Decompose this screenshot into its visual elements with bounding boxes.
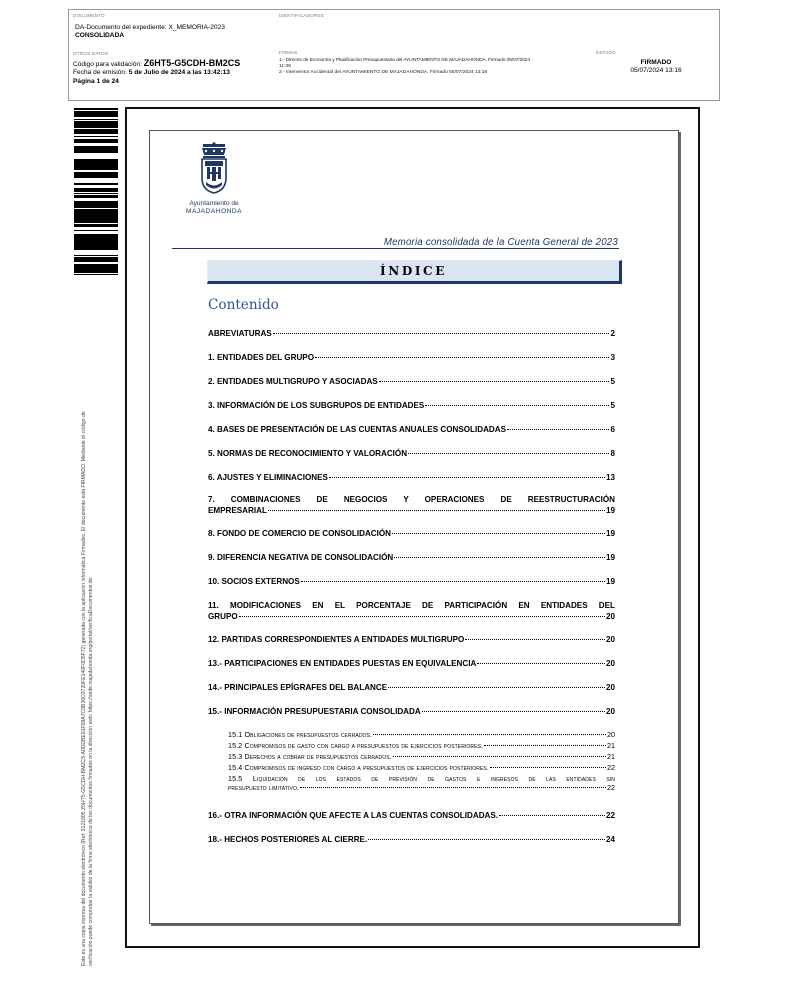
toc-entry[interactable] <box>208 682 615 693</box>
toc-subentry[interactable] <box>228 763 615 772</box>
fecha-value: 5 de Julio de 2024 a las 13:42:13 <box>128 69 230 77</box>
toc-page-number: 20 <box>607 730 615 739</box>
toc-subentry[interactable] <box>228 730 615 739</box>
toc-page-number: 2 <box>610 329 615 338</box>
toc-leader-dots <box>373 734 606 735</box>
toc-subentry[interactable] <box>228 741 615 750</box>
toc-entry[interactable] <box>208 424 615 435</box>
fecha-emision <box>73 69 271 77</box>
toc-title: 15.3 Derechos a cobrar de presupuestos cerrados. <box>228 752 392 761</box>
toc-page-number: 22 <box>605 811 615 820</box>
toc-leader-dots <box>315 357 609 358</box>
toc-page-number: 5 <box>610 401 615 410</box>
toc-entry[interactable] <box>208 472 615 483</box>
codigo-validacion <box>73 59 271 69</box>
fecha-label: Fecha de emisión: <box>73 69 127 77</box>
documento-cell <box>69 10 275 46</box>
estado-status: FIRMADO <box>640 59 672 66</box>
toc-row <box>208 706 615 717</box>
toc-leader-dots <box>329 477 605 478</box>
toc-title: 12. PARTIDAS CORRESPONDIENTES A ENTIDADES MULTIGRUPO <box>208 635 465 644</box>
firma-2: 2.- Interventor Accidental del AYUNTAMIENTO DE MAJADAHONDA. Firmado 05/07/2024 13:16 <box>279 70 488 76</box>
toc-leader-dots <box>507 429 609 430</box>
firmas-label: FIRMAS <box>279 50 298 55</box>
otros-datos-label: OTROS DATOS <box>73 51 109 56</box>
toc-title-line1: 7. COMBINACIONES DE NEGOCIOS Y OPERACIONES DE REESTRUCTURACIÓN <box>208 495 615 504</box>
toc-leader-dots <box>368 839 605 840</box>
toc-row <box>208 682 615 693</box>
toc-row <box>208 505 615 516</box>
estado-label: ESTADO <box>596 50 616 55</box>
toc-page-number: 19 <box>605 577 615 586</box>
toc-page-number: 21 <box>607 752 615 761</box>
toc-leader-dots <box>484 745 606 746</box>
toc-title: 15.4 Compromisos de ingreso con cargo a presupuestos de ejercicios posteriores. <box>228 763 489 772</box>
documento-line2: CONSOLIDADA <box>75 32 125 40</box>
toc-leader-dots <box>477 663 605 664</box>
toc-title: ABREVIATURAS <box>208 329 272 338</box>
estado-value <box>596 59 716 75</box>
toc-leader-dots <box>273 333 610 334</box>
toc-title: presupuesto limitativo. <box>228 783 300 792</box>
toc-row <box>208 448 615 459</box>
document-header <box>68 9 720 101</box>
toc-title: 3. INFORMACIÓN DE LOS SUBGRUPOS DE ENTIDADES <box>208 401 425 410</box>
toc-title: 18.- HECHOS POSTERIORES AL CIERRE. <box>208 835 368 844</box>
toc-entry[interactable] <box>208 600 615 622</box>
toc-leader-dots <box>388 687 605 688</box>
identificadores-label: IDENTIFICADORES <box>279 13 324 18</box>
toc-page-number: 3 <box>610 353 615 362</box>
estado-date: 05/07/2024 13:16 <box>630 67 682 74</box>
logo-line2: MAJADAHONDA <box>185 208 243 215</box>
codigo-value[interactable]: Z6HT5-G5CDH-BM2CS <box>143 58 241 68</box>
toc-title: 15.2 Compromisos de gasto con cargo a presupuestos de ejercicios posteriores. <box>228 741 484 750</box>
toc-row <box>208 552 615 563</box>
toc-leader-dots <box>490 767 606 768</box>
toc-leader-dots <box>465 639 605 640</box>
toc-row <box>208 528 615 539</box>
verification-side-note <box>81 296 95 966</box>
toc-row <box>208 424 615 435</box>
memoria-title: Memoria consolidada de la Cuenta General de 2023 <box>383 237 618 248</box>
toc-leader-dots <box>425 405 609 406</box>
toc-title-line1: 11. MODIFICACIONES EN EL PORCENTAJE DE PARTICIPACIÓN EN ENTIDADES DEL <box>208 601 615 610</box>
toc-title: 8. FONDO DE COMERCIO DE CONSOLIDACIÓN <box>208 529 392 538</box>
coat-of-arms-icon <box>178 142 250 200</box>
toc-title-line1: 15.5 Liquidación de los estados de previsión de gastos e ingresos de las entidades sin <box>228 774 615 783</box>
toc-entry[interactable] <box>208 528 615 539</box>
side-note-line1: Este es una copia impresa del documento electrónico (Ref: 3121805 Z6HT5-G5CDH-BM2CS A0DDBE91F09A7C0B36D3720FE140F0D5F72) generada con la aplicación informática Firmadoc. El documento está FIRMADO. Mediante el código de <box>81 411 87 966</box>
toc-row <box>208 576 615 587</box>
firma-1-line1: 1.- Director de Economía y Planificación Presupuestaria del AYUNTAMIENTO DE MAJADAHONDA. Firmado 05/07/2024 <box>279 58 531 63</box>
codigo-label: Código para validación: <box>73 61 142 68</box>
otros-datos-cell <box>69 46 275 101</box>
identificadores-cell <box>275 10 720 46</box>
toc-page-number: 5 <box>610 377 615 386</box>
toc-page-number: 20 <box>605 612 615 621</box>
toc-row <box>228 741 615 750</box>
indice-heading: ÍNDICE <box>207 260 622 284</box>
toc-leader-dots <box>392 533 605 534</box>
side-note-line2: verificación puede comprobar la validez de la firma electrónica de los documentos firmados en la dirección web: https://sede.majadahonda.org/portal/verificaDocumentos.do <box>88 577 94 966</box>
toc-entry[interactable] <box>208 494 615 516</box>
toc-page-number: 22 <box>607 783 615 792</box>
toc-row <box>228 783 615 792</box>
toc-row <box>208 810 615 821</box>
toc-title: 15.- INFORMACIÓN PRESUPUESTARIA CONSOLIDADA <box>208 707 421 716</box>
page-content-frame <box>149 130 679 924</box>
toc-page-number: 19 <box>605 529 615 538</box>
firma-1-line2: 11:39 <box>279 64 291 70</box>
toc-page-number: 19 <box>605 553 615 562</box>
toc-title: 10. SOCIOS EXTERNOS <box>208 577 300 586</box>
toc-leader-dots <box>239 616 605 617</box>
firmas-cell <box>275 46 592 101</box>
documento-label: DOCUMENTO <box>73 13 105 18</box>
toc-row <box>208 634 615 645</box>
logo-line1: Ayuntamiento de <box>189 200 239 207</box>
toc-entry[interactable] <box>208 834 615 845</box>
toc-entry[interactable] <box>208 706 615 717</box>
toc-title: 13.- PARTICIPACIONES EN ENTIDADES PUESTAS EN EQUIVALENCIA <box>208 659 477 668</box>
toc-leader-dots <box>499 815 605 816</box>
toc-row <box>208 611 615 622</box>
toc-leader-dots <box>422 711 605 712</box>
toc-page-number: 20 <box>605 683 615 692</box>
toc-row <box>228 752 615 761</box>
estado-cell <box>592 46 720 101</box>
toc-subentry[interactable] <box>228 752 615 761</box>
toc-title: 16.- OTRA INFORMACIÓN QUE AFECTE A LAS CUENTAS CONSOLIDADAS. <box>208 811 499 820</box>
toc-title: 9. DIFERENCIA NEGATIVA DE CONSOLIDACIÓN <box>208 553 394 562</box>
toc-leader-dots <box>394 557 605 558</box>
toc-page-number: 20 <box>605 707 615 716</box>
toc-entry[interactable] <box>208 376 615 387</box>
toc-page-number: 20 <box>605 635 615 644</box>
pagina-count: Página 1 de 24 <box>73 77 119 85</box>
toc-title: 5. NORMAS DE RECONOCIMIENTO Y VALORACIÓN <box>208 449 408 458</box>
toc-title: 6. AJUSTES Y ELIMINACIONES <box>208 473 328 482</box>
toc-leader-dots <box>393 756 606 757</box>
toc-page-number: 20 <box>605 659 615 668</box>
toc-page-number: 24 <box>605 835 615 844</box>
toc-leader-dots <box>300 787 606 788</box>
toc-entry[interactable] <box>208 552 615 563</box>
title-rule <box>172 248 619 249</box>
toc-row <box>228 730 615 739</box>
toc-row <box>208 352 615 363</box>
toc-entry[interactable] <box>208 634 615 645</box>
toc-row <box>208 400 615 411</box>
toc-entry[interactable] <box>208 658 615 669</box>
toc-subentry[interactable] <box>228 774 615 792</box>
toc-leader-dots <box>408 453 609 454</box>
toc-entry[interactable] <box>208 448 615 459</box>
contenido-heading: Contenido <box>208 297 279 313</box>
firma-1 <box>279 58 588 70</box>
toc-page-number: 21 <box>607 741 615 750</box>
toc-leader-dots <box>301 581 605 582</box>
toc-title: 14.- PRINCIPALES EPÍGRAFES DEL BALANCE <box>208 683 388 692</box>
documento-value <box>73 24 271 40</box>
toc-leader-dots <box>379 381 610 382</box>
toc-row <box>208 328 615 339</box>
toc-title: 4. BASES DE PRESENTACIÓN DE LAS CUENTAS ANUALES CONSOLIDADAS <box>208 425 506 434</box>
toc-entry[interactable] <box>208 576 615 587</box>
toc-entry[interactable] <box>208 328 615 339</box>
toc-page-number: 19 <box>605 506 615 515</box>
toc-title: 2. ENTIDADES MULTIGRUPO Y ASOCIADAS <box>208 377 378 386</box>
toc-row <box>228 763 615 772</box>
barcode-icon <box>74 107 118 277</box>
toc-entry[interactable] <box>208 352 615 363</box>
toc-title: GRUPO <box>208 612 238 621</box>
toc-entry[interactable] <box>208 400 615 411</box>
toc-entry[interactable] <box>208 810 615 821</box>
documento-line1: DA-Documento del expediente: X_MEMORIA-2023 <box>75 24 225 31</box>
toc-row <box>208 658 615 669</box>
toc-row <box>208 376 615 387</box>
toc-title: 1. ENTIDADES DEL GRUPO <box>208 353 314 362</box>
toc-row <box>208 472 615 483</box>
toc-leader-dots <box>268 510 605 511</box>
toc-page-number: 22 <box>607 763 615 772</box>
toc-page-number: 13 <box>605 473 615 482</box>
ayuntamiento-logo <box>178 142 250 220</box>
toc-title: 15.1 Obligaciones de presupuestos cerrados. <box>228 730 373 739</box>
toc-page-number: 8 <box>610 449 615 458</box>
toc-row <box>208 834 615 845</box>
toc-page-number: 6 <box>610 425 615 434</box>
toc-title: EMPRESARIAL <box>208 506 267 515</box>
